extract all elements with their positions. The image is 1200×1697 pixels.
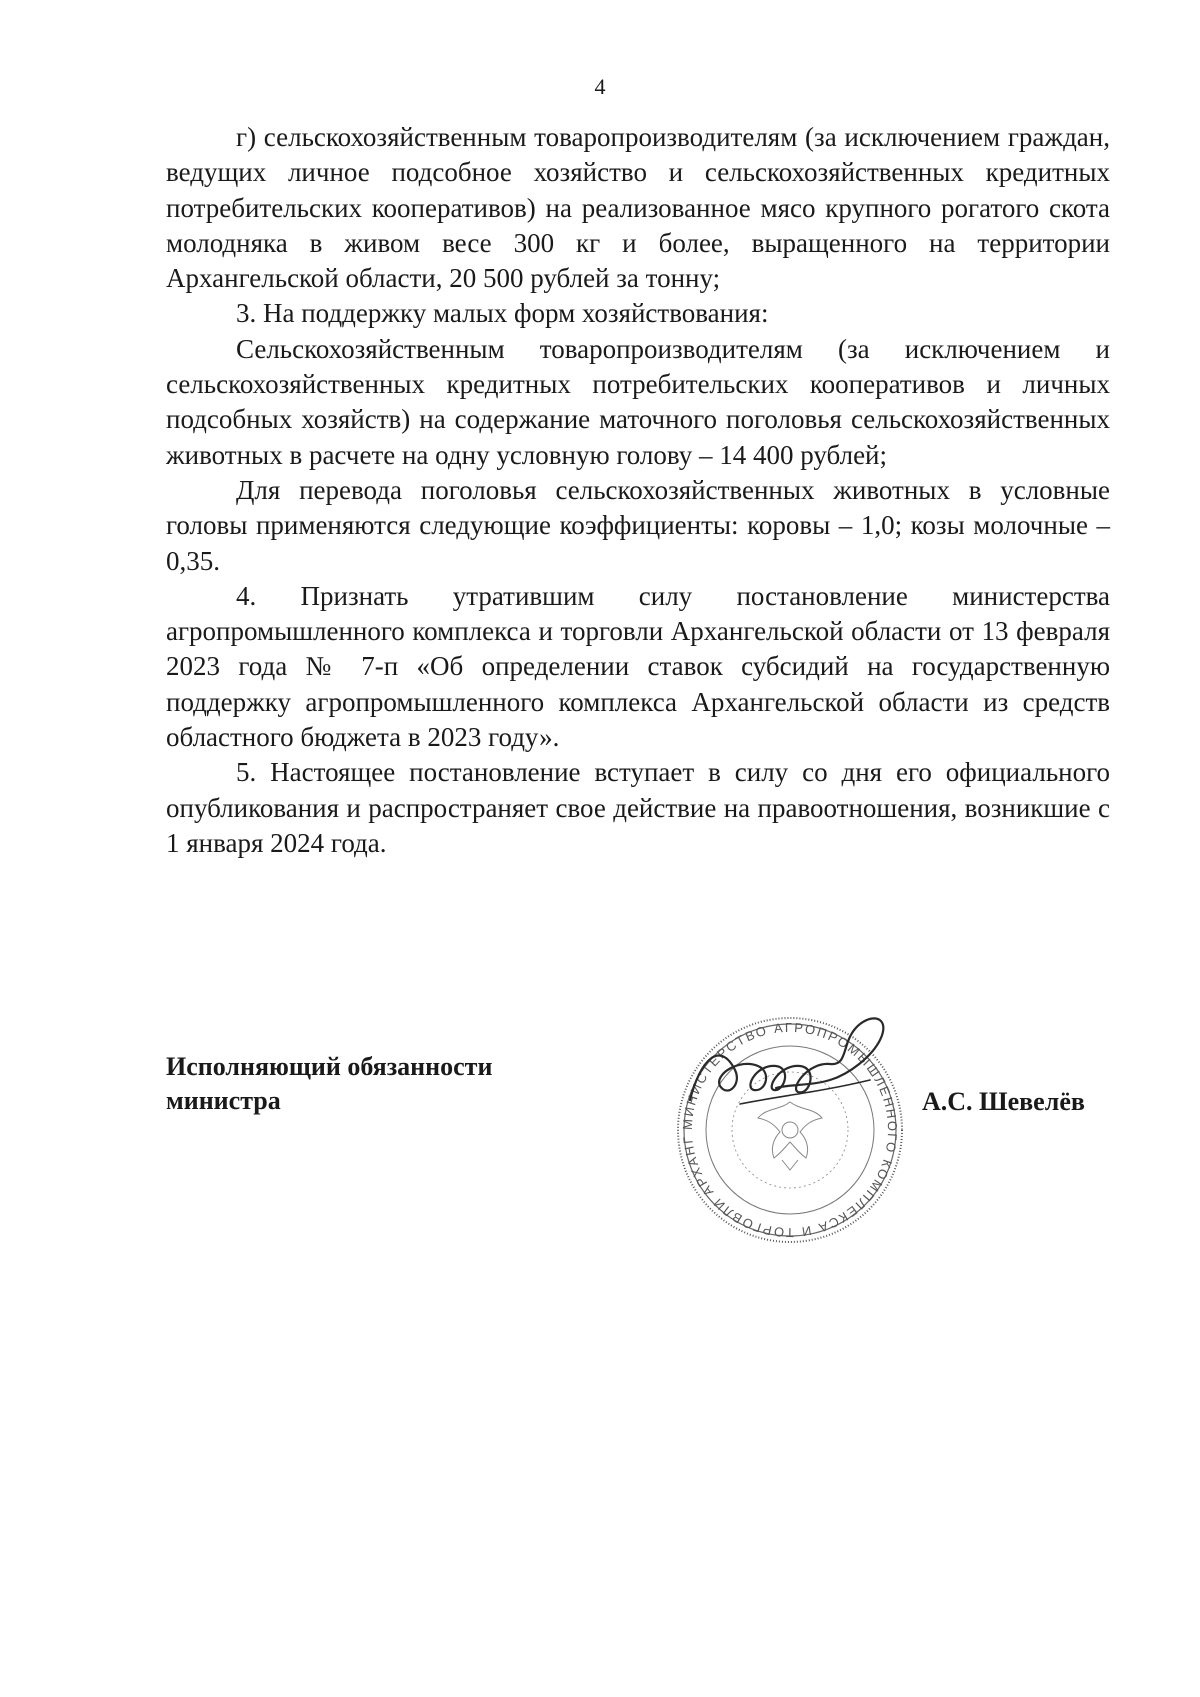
handwritten-signature: [680, 1000, 920, 1120]
signer-title: [166, 1050, 492, 1118]
signer-title-line1: Исполняющий обязанности: [166, 1052, 493, 1081]
signer-name: А.С. Шевелёв: [922, 1087, 1085, 1116]
paragraph-section-4: 4. Признать утратившим силу постановление министерства агропромышленного комплекса и торговли Архангельской области от 13 февраля 2023 года № 7-п «Об определении ставок субсидий на государственную поддержку агропромышленного комплекса Архангельской области из средств областного бюджета в 2023 году».: [166, 580, 1110, 753]
seal-text: МИНИСТЕРСТВО АГРОПРОМЫШЛЕННОГО КОМПЛЕКСА И ТОРГОВЛИ АРХАНГ: [679, 1019, 901, 1241]
signer-title-line2: министра: [166, 1086, 281, 1115]
paragraph-section-3: 3. На поддержку малых форм хозяйствования:: [236, 298, 769, 329]
signature-stroke-graphic: [680, 1000, 920, 1120]
paragraph-section-5: 5. Настоящее постановление вступает в силу со дня его официального опубликования и распространяет свое действие на правоотношения, возникшие с 1 января 2024 года.: [166, 757, 1110, 858]
paragraph-item-g: г) сельскохозяйственным товаропроизводителям (за исключением граждан, ведущих личное подсобное хозяйство и сельскохозяйственных кредитных потребительских кооперативов) на реализованное мясо крупного рогатого скота молодняка в живом весе 300 кг и более, выращенного на территории Архангельской области, 20 500 рублей за тонну;: [166, 122, 1110, 294]
page-number: 4: [594, 74, 606, 99]
paragraph-coefficients: Для перевода поголовья сельскохозяйственных животных в условные головы применяются следующие коэффициенты: коровы – 1,0; козы молочные – 0,35.: [166, 474, 1110, 576]
paragraph-small-farms: Сельскохозяйственным товаропроизводителям (за исключением и сельскохозяйственных кредитных потребительских кооперативов и личных подсобных хозяйств) на содержание маточного поголовья сельскохозяйственных животных в расчете на одну условную голову – 14 400 рублей;: [166, 333, 1110, 470]
